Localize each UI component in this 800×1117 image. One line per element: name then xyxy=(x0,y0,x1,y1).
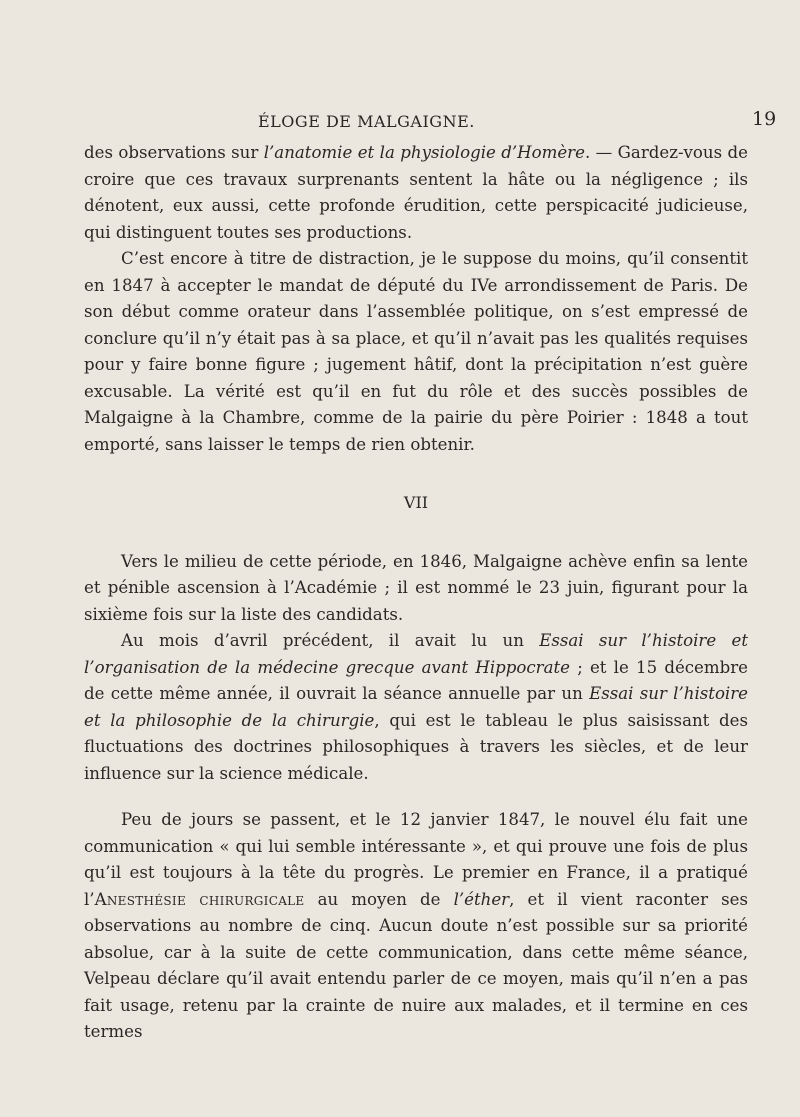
paragraph-1: des observations sur l’anatomie et la physiologie d’Homère. — Gardez-vous de croire que ces travaux surprenants sentent la hâte ou la négligence ; ils dénotent, eux aussi, cette profonde érudition, cette perspicacité judicieuse, qui distinguent toutes ses productions. xyxy=(84,143,748,242)
body-text xyxy=(84,140,748,1046)
italic-title: l’anatomie et la physiologie d’Homère xyxy=(263,143,585,162)
paragraph-5: Peu de jours se passent, et le 12 janvier 1847, le nouvel élu fait une communication « qui lui semble intéressante », et qui prouve une fois de plus qu’il est toujours à la tête du progrès. Le premier en France, il a pratiqué l’Anesthésie chirurgicale au moyen de l’éther, et il vient raconter ses observations au nombre de cinq. Aucun doute n’est possible sur sa priorité absolue, car à la suite de cette communication, dans cette même séance, Velpeau déclare qu’il avait entendu parler de ce moyen, mais qu’il n’en a pas fait usage, retenu par la crainte de nuire aux malades, et il termine en ces termes xyxy=(84,810,748,1041)
italic-title: Essai sur l’histoire et l’organisation de la médecine grecque avant Hippocrate xyxy=(84,631,748,677)
paragraph-3: Vers le milieu de cette période, en 1846, Malgaigne achève enfin sa lente et pénible ascension à l’Académie ; il est nommé le 23 juin, figurant pour la sixième fois sur la liste des candidats. xyxy=(84,551,748,624)
paragraph-4: Au mois d’avril précédent, il avait lu un Essai sur l’histoire et l’organisation de la médecine grecque avant Hippocrate ; et le 15 décembre de cette même année, il ouvrait la séance annuelle par un Essai sur l’histoire et la philosophie de la chirurgie, qui est le tableau le plus saisissant des fluctuations des doctrines philosophiques à travers les siècles, et de leur influence sur la science médicale. xyxy=(84,631,748,783)
running-title: ÉLOGE DE MALGAIGNE. xyxy=(258,112,475,131)
italic-term: l’éther xyxy=(453,889,510,909)
section-heading: VII xyxy=(403,493,429,512)
page-number: 19 xyxy=(752,108,777,130)
small-caps-term: Anesthésie chirurgicale xyxy=(94,889,305,909)
paragraph-2: C’est encore à titre de distraction, je le suppose du moins, qu’il consentit en 1847 à accepter le mandat de député du IVe arrondissement de Paris. De son début comme orateur dans l’assemblée politique, on s’est empressé de conclure qu’il n’y était pas à sa place, et qu’il n’avait pas les qualités requises pour y faire bonne figure ; jugement hâtif, dont la précipitation n’est guère excusable. La vérité est qu’il en fut du rôle et des succès possibles de Malgaigne à la Chambre, comme de la pairie du père Poirier : 1848 a tout emporté, sans laisser le temps de rien obtenir. xyxy=(84,249,748,454)
running-header xyxy=(0,106,800,136)
italic-title: Essai sur l’histoire et la philosophie de la chirurgie xyxy=(84,684,748,730)
